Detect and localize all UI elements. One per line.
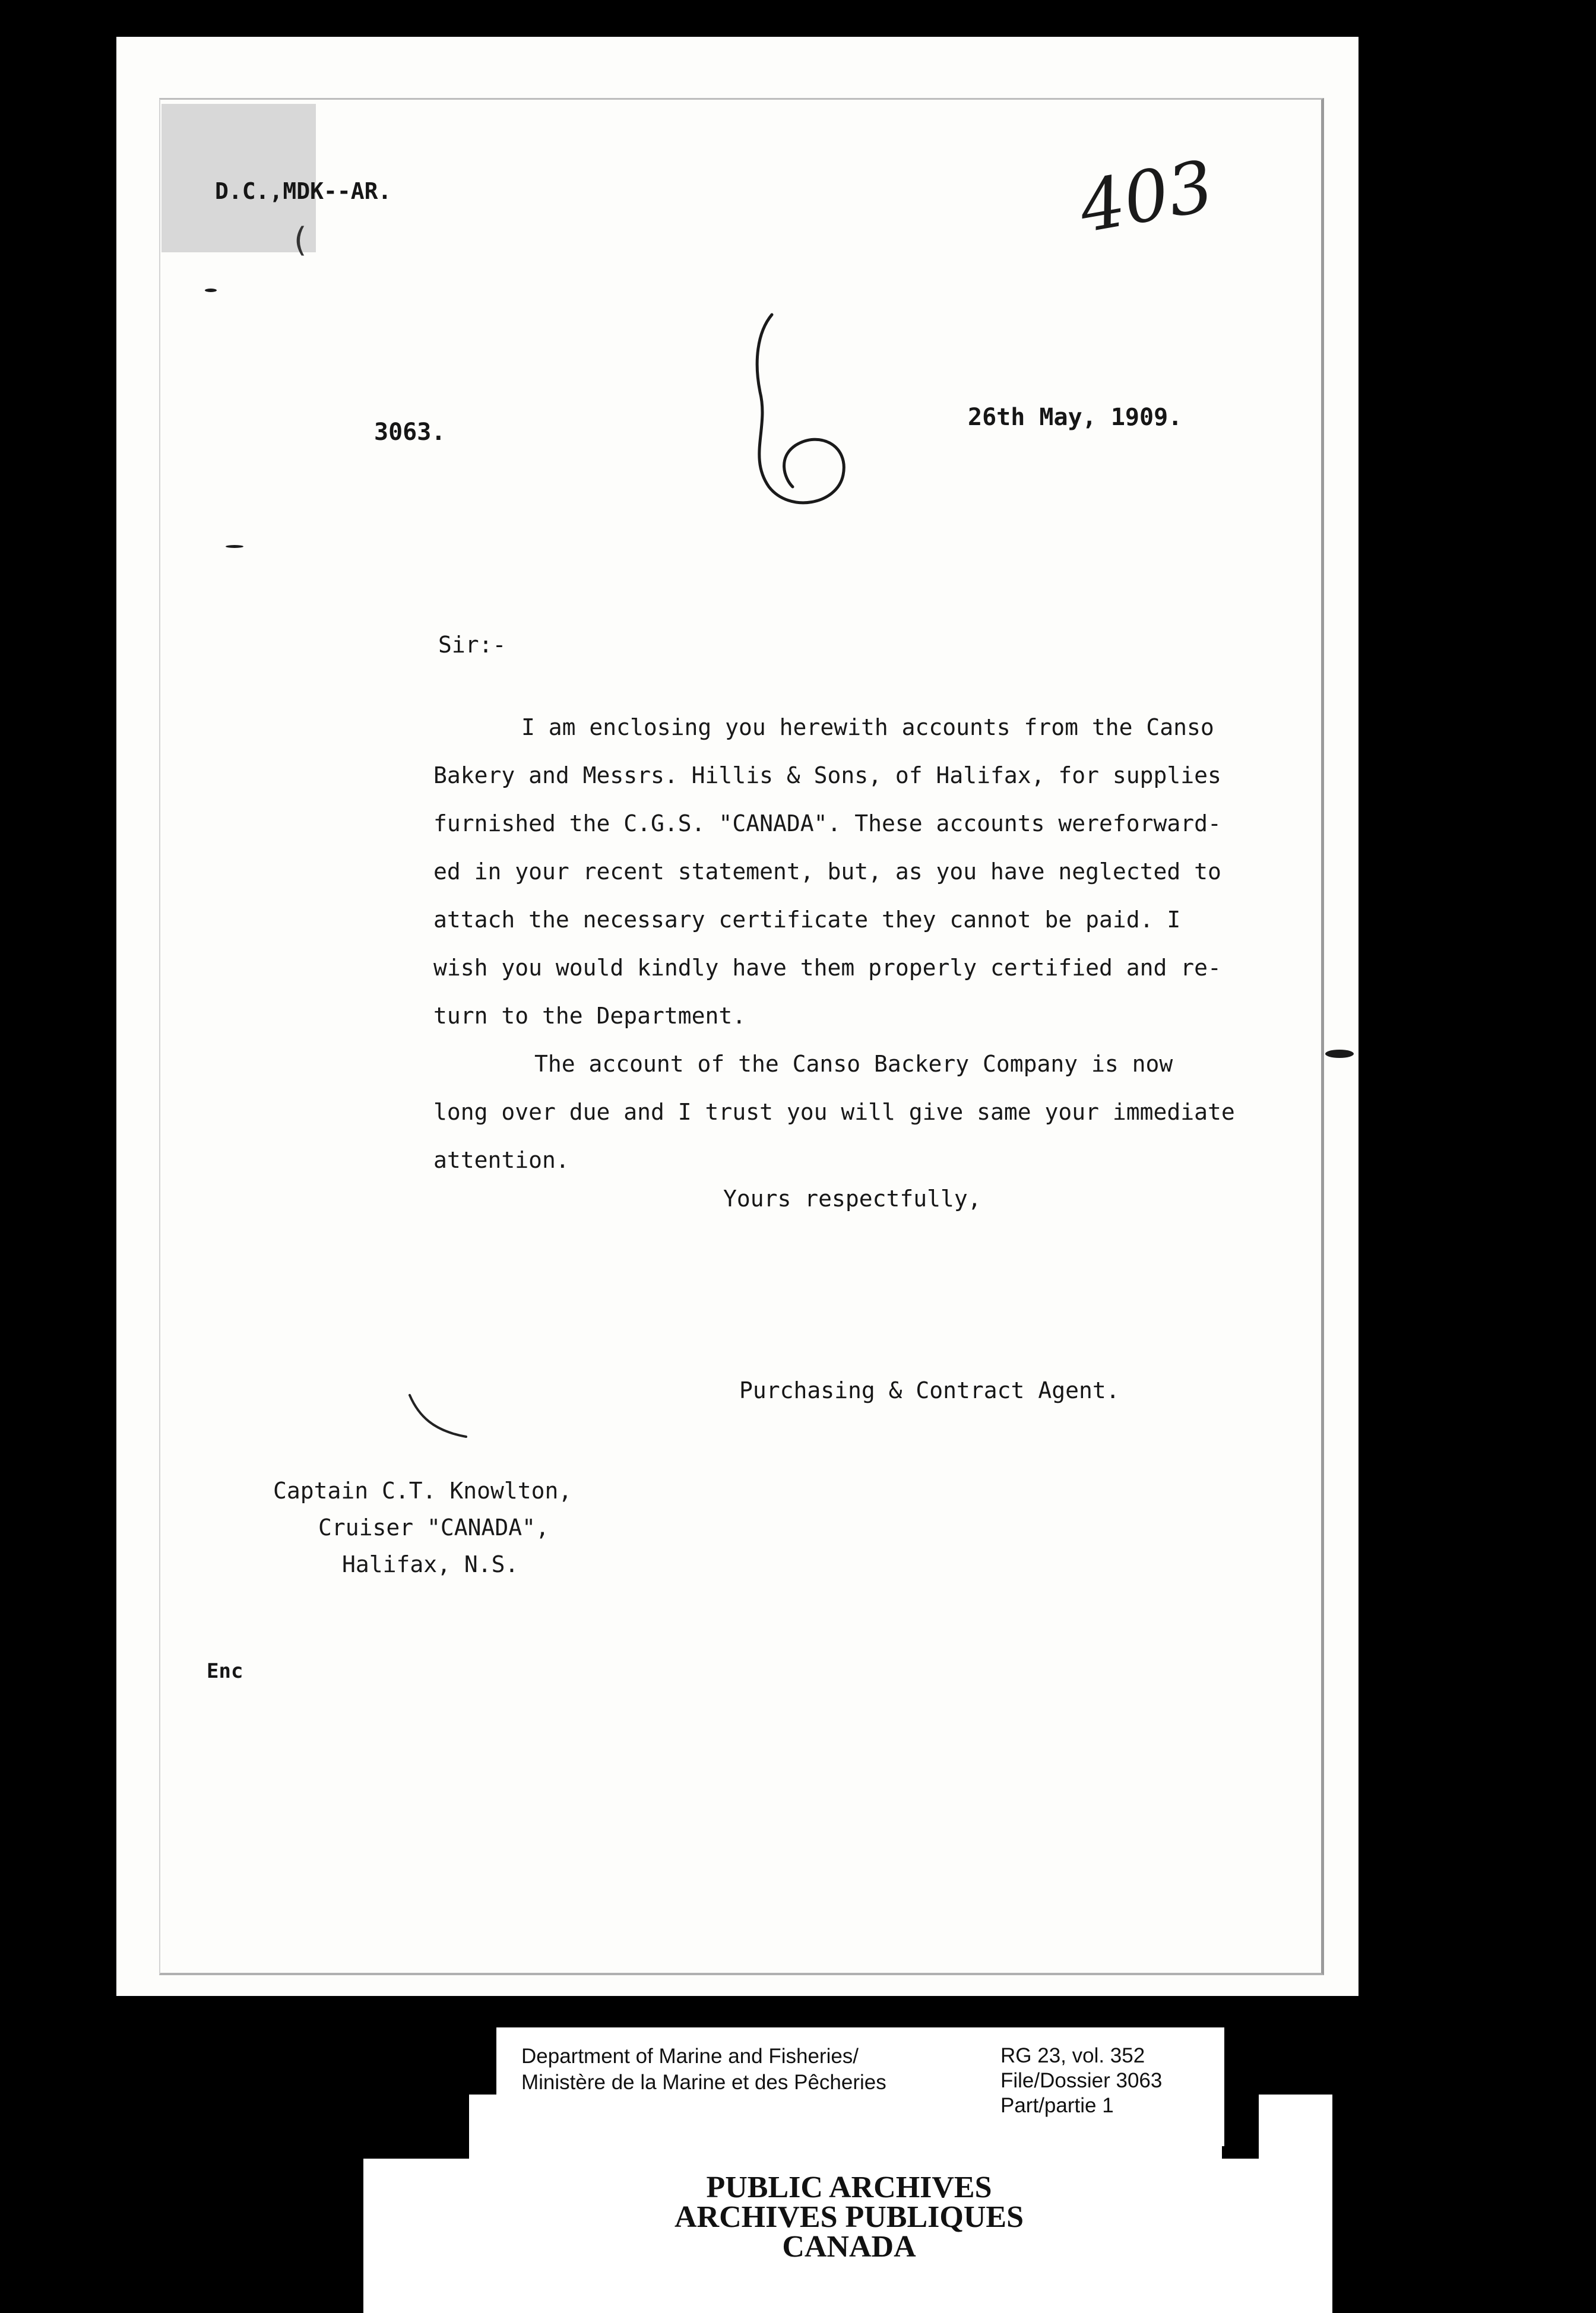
enclosure-note: Enc	[207, 1659, 243, 1683]
body-line: attention.	[433, 1147, 569, 1173]
body-line: The account of the Canso Backery Company is now	[534, 1051, 1173, 1077]
closing: Yours respectfully,	[723, 1186, 981, 1212]
handwritten-six	[736, 309, 867, 522]
department-line: Ministère de la Marine et des Pêcheries	[521, 2071, 886, 2094]
body-line: ed in your recent statement, but, as you have neglected to	[433, 858, 1221, 885]
reference-initials: D.C.,MDK--AR.	[215, 178, 392, 204]
recipient-line: Halifax, N.S.	[342, 1551, 519, 1577]
ink-smudge	[1325, 1050, 1354, 1058]
reference-mark: (	[290, 221, 310, 259]
salutation: Sir:-	[438, 632, 506, 658]
record-group: RG 23, vol. 352	[1000, 2044, 1145, 2067]
body-line: turn to the Department.	[433, 1003, 746, 1029]
ink-smudge	[205, 289, 217, 292]
body-line: I am enclosing you herewith accounts from the Canso	[521, 714, 1214, 740]
handwritten-number: 403	[1073, 144, 1220, 249]
recipient-line: Cruiser "CANADA",	[318, 1514, 549, 1541]
recipient-address	[273, 1472, 572, 1583]
department-text	[521, 2043, 886, 2096]
archives-stamp-line: PUBLIC ARCHIVES	[706, 2171, 992, 2204]
recipient-line: Captain C.T. Knowlton,	[273, 1478, 572, 1504]
archive-reference	[1000, 2043, 1162, 2118]
ink-smudge	[226, 545, 243, 548]
label-notch	[1222, 2095, 1259, 2159]
archives-stamp-line: CANADA	[782, 2230, 916, 2264]
file-number: 3063.	[374, 419, 446, 446]
body-line: attach the necessary certificate they cannot be paid. I	[433, 907, 1181, 933]
pencil-tick	[404, 1389, 475, 1449]
department-line: Department of Marine and Fisheries/	[521, 2045, 859, 2068]
label-notch	[363, 2095, 469, 2159]
letter-date: 26th May, 1909.	[968, 404, 1183, 431]
file-reference: File/Dossier 3063	[1000, 2069, 1163, 2092]
archives-stamp-line: ARCHIVES PUBLIQUES	[674, 2200, 1024, 2234]
letter-body	[433, 704, 1300, 1184]
signature-title: Purchasing & Contract Agent.	[739, 1377, 1120, 1403]
part-reference: Part/partie 1	[1000, 2094, 1114, 2117]
body-line: Bakery and Messrs. Hillis & Sons, of Halifax, for supplies	[433, 762, 1221, 788]
body-line: furnished the C.G.S. "CANADA". These accounts wereforward-	[433, 810, 1221, 837]
archives-stamp	[594, 2173, 1104, 2262]
body-line: long over due and I trust you will give same your immediate	[433, 1099, 1235, 1125]
body-line: wish you would kindly have them properly certified and re-	[433, 955, 1221, 981]
